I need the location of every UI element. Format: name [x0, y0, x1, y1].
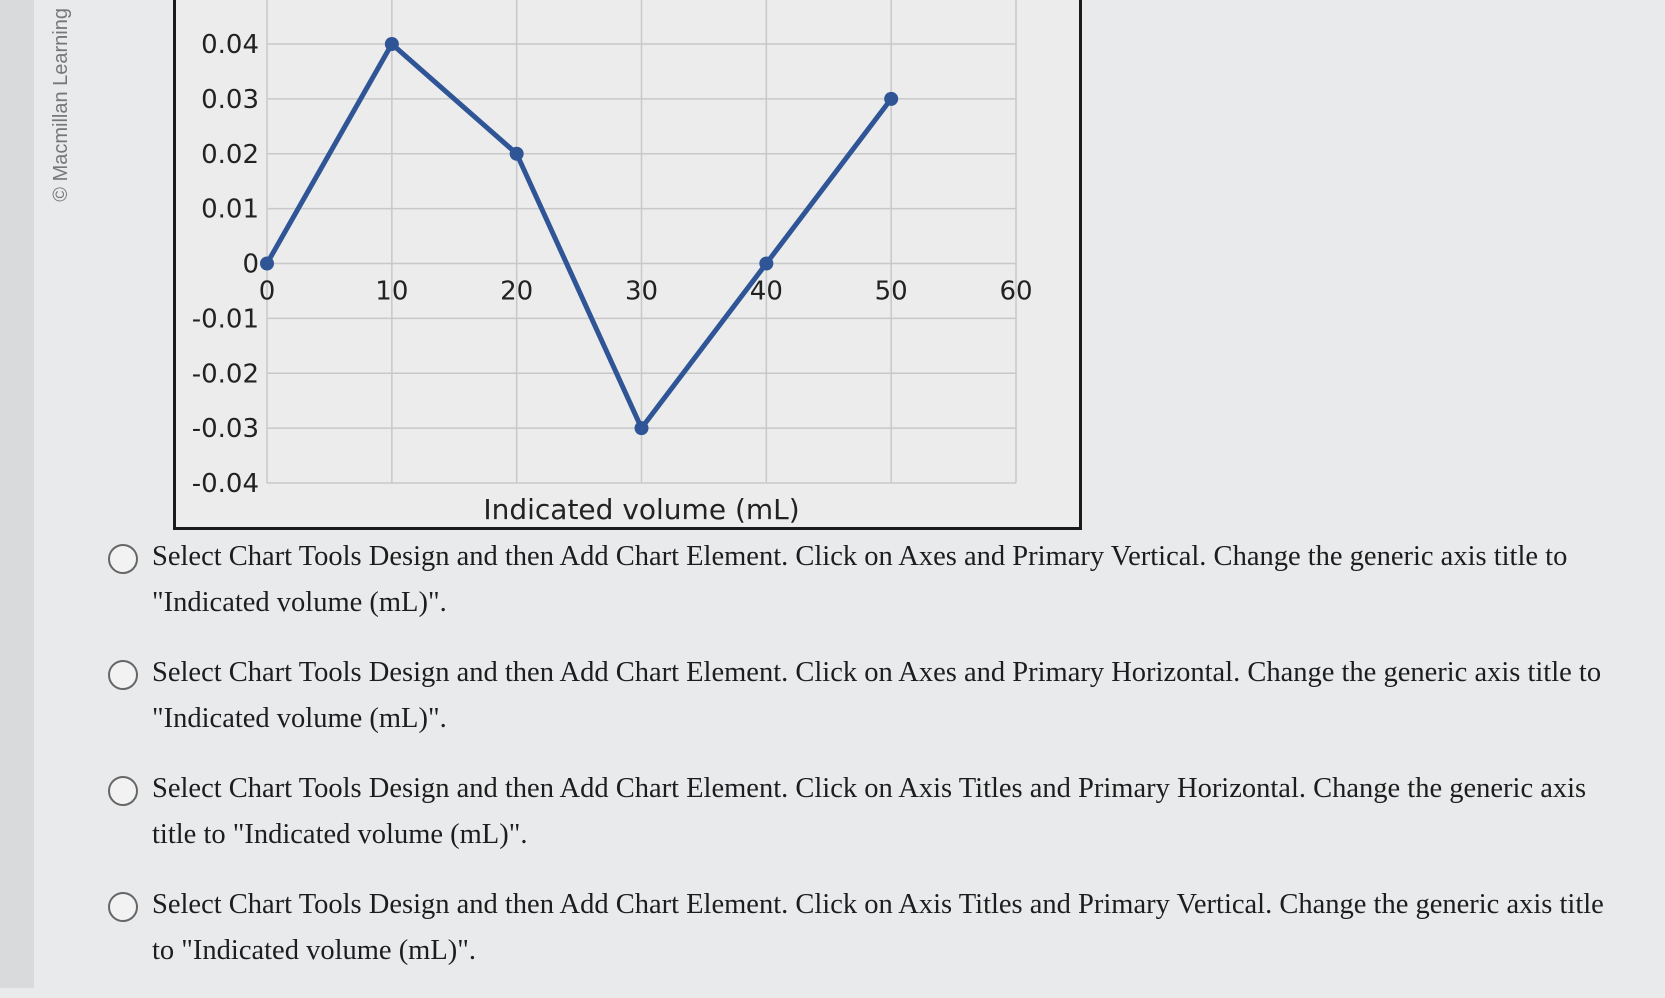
answer-option-4-text: Select Chart Tools Design and then Add Chart Element. Click on Axis Titles and Primary Vertical. Change the generic axis title to "Indicated volume (mL)".	[152, 889, 1604, 966]
y-tick-label: 0.02	[201, 139, 259, 170]
y-tick-label: -0.02	[191, 359, 259, 390]
x-tick-label: 30	[624, 276, 659, 307]
answer-option-2[interactable]	[108, 650, 1638, 742]
y-tick-label: -0.04	[191, 469, 259, 499]
x-tick-label: 10	[375, 276, 409, 307]
y-tick-label: 0.03	[201, 84, 259, 115]
answer-option-3[interactable]	[108, 766, 1638, 858]
copyright-watermark: © Macmillan Learning	[50, 8, 72, 202]
y-tick-label: -0.01	[191, 304, 259, 335]
x-tick-label: 50	[874, 276, 908, 307]
series-line	[267, 44, 891, 428]
y-tick-label: -0.03	[191, 414, 259, 445]
answer-option-4[interactable]	[108, 882, 1638, 974]
x-tick-label: 60	[999, 276, 1033, 307]
answer-option-1[interactable]	[108, 534, 1638, 626]
answer-option-1-text: Select Chart Tools Design and then Add Chart Element. Click on Axes and Primary Vertical. Change the generic axis title to "Indicated volume (mL)".	[152, 541, 1568, 618]
y-tick-label: 0.04	[201, 30, 259, 60]
chart-grid	[267, 0, 1016, 483]
answer-options	[108, 534, 1638, 998]
data-point	[759, 257, 773, 271]
x-tick-label: 0	[258, 276, 276, 307]
data-point	[884, 92, 898, 106]
x-tick-label: 20	[500, 276, 534, 307]
data-point	[385, 37, 399, 51]
data-point	[510, 147, 524, 161]
y-tick-labels	[192, 30, 259, 499]
answer-option-3-text: Select Chart Tools Design and then Add Chart Element. Click on Axis Titles and Primary Horizontal. Change the generic axis title to "Indicated volume (mL)".	[152, 773, 1587, 850]
radio-button-4[interactable]	[108, 892, 138, 922]
chart-frame	[173, 0, 1082, 530]
data-point	[635, 421, 649, 435]
line-chart	[176, 0, 1079, 527]
radio-button-3[interactable]	[108, 776, 138, 806]
y-tick-label: 0.01	[201, 194, 259, 225]
y-tick-label: 0	[242, 249, 259, 280]
radio-button-2[interactable]	[108, 660, 138, 690]
radio-button-1[interactable]	[108, 544, 138, 574]
x-tick-label: 40	[749, 276, 783, 307]
x-axis-title: Indicated volume (mL)	[483, 493, 800, 526]
chart-series	[260, 37, 898, 435]
x-tick-labels	[259, 277, 1033, 307]
answer-option-2-text: Select Chart Tools Design and then Add Chart Element. Click on Axes and Primary Horizontal. Change the generic axis title to "Indicated volume (mL)".	[152, 657, 1602, 734]
data-point	[260, 257, 274, 271]
page-edge-strip	[0, 0, 34, 988]
